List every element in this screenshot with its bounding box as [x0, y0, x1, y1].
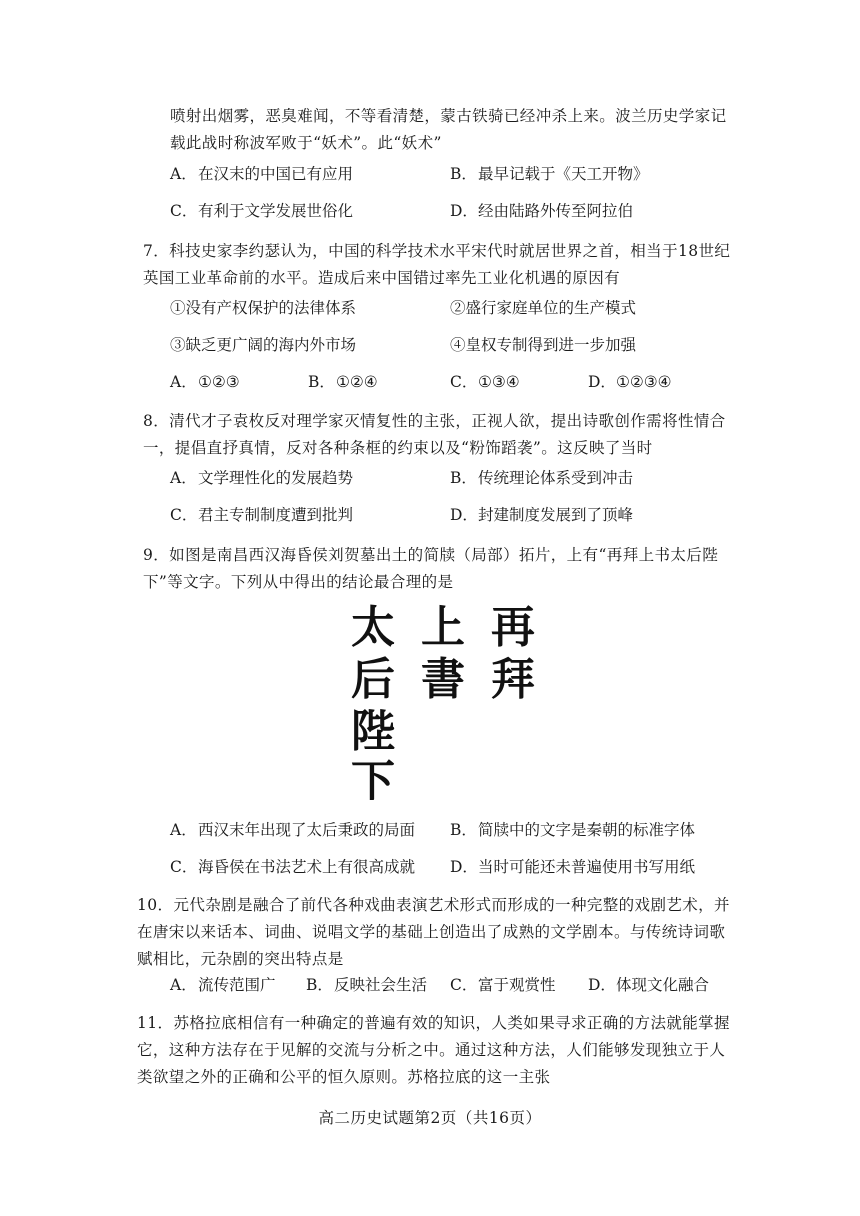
- q9-options-row-1: [170, 818, 740, 842]
- q9-options-row-2: [170, 855, 740, 879]
- question-11: [137, 1010, 733, 1091]
- q8-options-row-2: [170, 503, 740, 527]
- q10-option-c[interactable]: C．富于观赏性: [450, 976, 556, 994]
- question-number: 9．: [143, 546, 170, 564]
- rubbing-char: 下: [351, 756, 395, 800]
- question-9: [143, 542, 733, 596]
- q7-item-3: ③缺乏更广阔的海内外市场: [170, 336, 357, 354]
- question-stem: 科技史家李约瑟认为，中国的科学技术水平宋代时就居世界之首，相当于18世纪英国工业革命前的水平。造成后来中国错过率先工业化机遇的原因有: [143, 242, 731, 287]
- bamboo-slip-rubbing-image: [338, 600, 558, 800]
- question-number: 8．: [143, 412, 170, 430]
- question-number: 10．: [137, 896, 174, 914]
- q6-option-a[interactable]: A．在汉末的中国已有应用: [170, 165, 354, 183]
- q9-option-a[interactable]: A．西汉末年出现了太后秉政的局面: [170, 821, 416, 839]
- q8-options-row-1: [170, 466, 740, 490]
- q9-option-b[interactable]: B．简牍中的文字是秦朝的标准字体: [450, 821, 696, 839]
- question-number: 7．: [143, 242, 170, 260]
- question-stem: 清代才子袁枚反对理学家灭情复性的主张，正视人欲，提出诗歌创作需将性情合一，提倡直抒真情，反对各种条框的约束以及“粉饰蹈袭”。这反映了当时: [143, 412, 726, 457]
- q7-item-1: ①没有产权保护的法律体系: [170, 299, 357, 317]
- q6-option-b[interactable]: B．最早记载于《天工开物》: [450, 165, 649, 183]
- q9-option-c[interactable]: C．海昏侯在书法艺术上有很高成就: [170, 858, 416, 876]
- rubbing-char: 上: [421, 602, 465, 653]
- question-8: [143, 408, 733, 462]
- q7-items-row-2: [170, 333, 740, 357]
- q9-option-d[interactable]: D．当时可能还未普遍使用书写用纸: [450, 858, 696, 876]
- rubbing-char: 拜: [491, 654, 535, 705]
- rubbing-char: 再: [491, 602, 535, 653]
- question-stem: 元代杂剧是融合了前代各种戏曲表演艺术形式而形成的一种完整的戏剧艺术，并在唐宋以来话本、词曲、说唱文学的基础上创造出了成熟的文学剧本。与传统诗词歌赋相比，元杂剧的突出特点是: [137, 896, 730, 968]
- q7-options-row: [170, 370, 740, 394]
- rubbing-char: 后: [351, 654, 395, 705]
- q7-option-a[interactable]: A．①②③: [170, 373, 240, 391]
- q6-stem-continued: 喷射出烟雾，恶臭难闻，不等看清楚，蒙古铁骑已经冲杀上来。波兰历史学家记载此战时称波军败于“妖术”。此“妖术”: [170, 107, 727, 152]
- question-stem: 苏格拉底相信有一种确定的普遍有效的知识，人类如果寻求正确的方法就能掌握它，这种方法存在于见解的交流与分析之中。通过这种方法，人们能够发现独立于人类欲望之外的正确和公平的恒久原则。苏格拉底的这一主张: [137, 1014, 730, 1086]
- rubbing-char: 書: [421, 654, 465, 705]
- q7-option-d[interactable]: D．①②③④: [588, 373, 672, 391]
- question-stem: 如图是南昌西汉海昏侯刘贺墓出土的简牍（局部）拓片，上有“再拜上书太后陛下”等文字。下列从中得出的结论最合理的是: [143, 546, 719, 591]
- q8-option-b[interactable]: B．传统理论体系受到冲击: [450, 469, 634, 487]
- q10-option-d[interactable]: D．体现文化融合: [588, 976, 710, 994]
- q8-option-c[interactable]: C．君主专制制度遭到批判: [170, 506, 354, 524]
- q10-options-row: [170, 973, 740, 997]
- q6-option-d[interactable]: D．经由陆路外传至阿拉伯: [450, 202, 634, 220]
- question-10: [137, 892, 733, 973]
- q7-option-b[interactable]: B．①②④: [308, 373, 378, 391]
- q7-items-row-1: [170, 296, 740, 320]
- q6-option-c[interactable]: C．有利于文学发展世俗化: [170, 202, 354, 220]
- rubbing-char: 太: [351, 602, 395, 653]
- clerical-script-rubbing: [338, 600, 558, 800]
- q7-item-2: ②盛行家庭单位的生产模式: [450, 299, 637, 317]
- q8-option-a[interactable]: A．文学理性化的发展趋势: [170, 469, 354, 487]
- question-number: 11．: [137, 1014, 174, 1032]
- q7-option-c[interactable]: C．①③④: [450, 373, 520, 391]
- q7-item-4: ④皇权专制得到进一步加强: [450, 336, 637, 354]
- q10-option-b[interactable]: B．反映社会生活: [306, 976, 428, 994]
- q6-options-row-1: [170, 162, 740, 186]
- q6-options-row-2: [170, 199, 740, 223]
- page-footer: 高二历史试题第2页（共16页）: [318, 1109, 542, 1127]
- question-7: [143, 238, 733, 292]
- rubbing-char: 陛: [351, 706, 395, 757]
- q8-option-d[interactable]: D．封建制度发展到了顶峰: [450, 506, 634, 524]
- q10-option-a[interactable]: A．流传范围广: [170, 976, 276, 994]
